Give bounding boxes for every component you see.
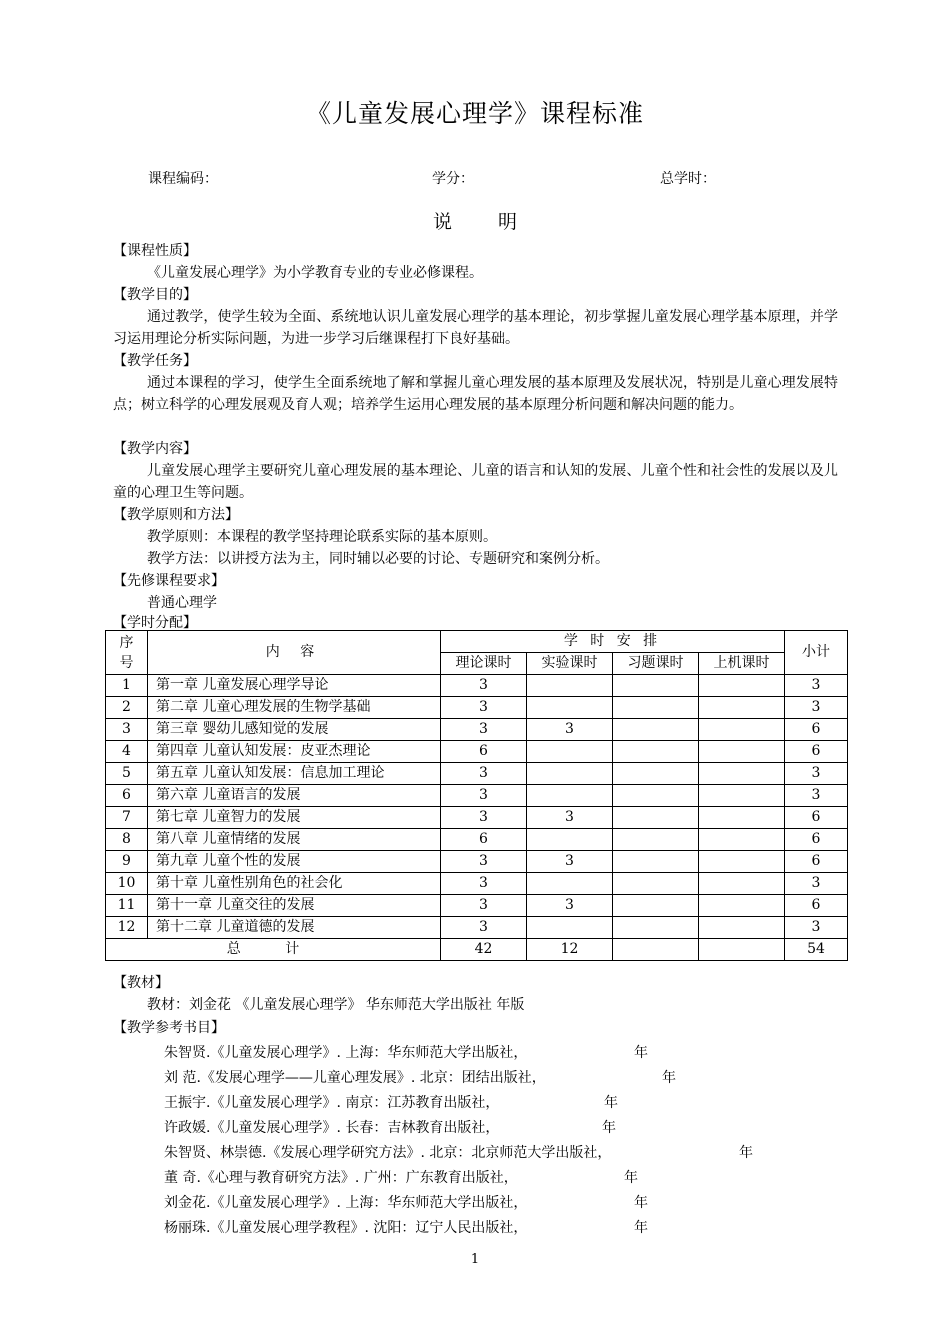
table-row: [106, 719, 848, 741]
table-row: [106, 697, 848, 719]
row-lab: 3: [527, 895, 613, 917]
row-computer: [699, 741, 785, 763]
reference-item: 王振宇.《儿童发展心理学》. 南京：江苏教育出版社，: [164, 1095, 500, 1111]
table-row: [106, 895, 848, 917]
row-exercise: [613, 829, 699, 851]
header-computer: 上机课时: [699, 653, 785, 675]
nature-text: 《儿童发展心理学》为小学教育专业的专业必修课程。: [147, 265, 483, 281]
total-exercise: [613, 939, 699, 961]
method-text: 教学方法：以讲授方法为主，同时辅以必要的讨论、专题研究和案例分析。: [147, 551, 609, 567]
textbook-heading: 【教材】: [113, 975, 169, 991]
total-lab: 12: [527, 939, 613, 961]
reference-year: 年: [604, 1095, 618, 1111]
content-text: 儿童发展心理学主要研究儿童心理发展的基本理论、儿童的语言和认知的发展、儿童个性和社会性的发展以及儿童的心理卫生等问题。: [113, 463, 838, 501]
row-chapter: 第十一章 儿童交往的发展: [148, 895, 441, 917]
row-lab: 3: [527, 719, 613, 741]
table-row: [106, 829, 848, 851]
header-no-char: 号: [119, 654, 134, 671]
row-exercise: [613, 697, 699, 719]
row-exercise: [613, 851, 699, 873]
reference-item: 董 奇.《心理与教育研究方法》. 广州：广东教育出版社，: [164, 1170, 518, 1186]
row-lab: [527, 917, 613, 939]
header-content: 内 容: [148, 631, 441, 675]
row-lab: [527, 873, 613, 895]
reference-year: 年: [602, 1120, 616, 1136]
row-subtotal: 3: [785, 763, 848, 785]
row-computer: [699, 829, 785, 851]
row-computer: [699, 785, 785, 807]
section-title: 说 明: [432, 211, 538, 233]
row-exercise: [613, 895, 699, 917]
total-theory: 42: [441, 939, 527, 961]
task-heading: 【教学任务】: [113, 353, 197, 369]
row-exercise: [613, 719, 699, 741]
row-chapter: 第六章 儿童语言的发展: [148, 785, 441, 807]
credits-label: 学分：: [432, 171, 474, 187]
row-computer: [699, 873, 785, 895]
row-exercise: [613, 917, 699, 939]
row-theory: 3: [441, 763, 527, 785]
prereq-text: 普通心理学: [147, 595, 217, 611]
row-no: 5: [106, 763, 148, 785]
row-theory: 3: [441, 895, 527, 917]
row-theory: 3: [441, 873, 527, 895]
row-subtotal: 6: [785, 741, 848, 763]
table-row: [106, 873, 848, 895]
row-subtotal: 3: [785, 785, 848, 807]
principle-text: 教学原则：本课程的教学坚持理论联系实际的基本原则。: [147, 529, 497, 545]
header-theory: 理论课时: [441, 653, 527, 675]
row-exercise: [613, 785, 699, 807]
row-no: 8: [106, 829, 148, 851]
total-subtotal: 54: [785, 939, 848, 961]
row-exercise: [613, 741, 699, 763]
row-theory: 3: [441, 807, 527, 829]
header-no: [106, 631, 148, 675]
reference-year: 年: [634, 1195, 648, 1211]
row-chapter: 第三章 婴幼儿感知觉的发展: [148, 719, 441, 741]
row-chapter: 第九章 儿童个性的发展: [148, 851, 441, 873]
reference-item: 刘金花.《儿童发展心理学》. 上海：华东师范大学出版社，: [164, 1195, 528, 1211]
reference-item: 朱智贤.《儿童发展心理学》. 上海：华东师范大学出版社，: [164, 1045, 528, 1061]
row-no: 7: [106, 807, 148, 829]
reference-year: 年: [739, 1145, 753, 1161]
table-row: [106, 785, 848, 807]
row-chapter: 第十章 儿童性别角色的社会化: [148, 873, 441, 895]
row-lab: [527, 675, 613, 697]
hours-heading: 【学时分配】: [113, 615, 197, 631]
textbook-text: 教材：刘金花 《儿童发展心理学》 华东师范大学出版社 年版: [147, 997, 525, 1013]
row-no: 3: [106, 719, 148, 741]
row-computer: [699, 719, 785, 741]
row-no: 12: [106, 917, 148, 939]
row-theory: 3: [441, 719, 527, 741]
hours-table: [105, 630, 848, 961]
principle-heading: 【教学原则和方法】: [113, 507, 239, 523]
task-text: 通过本课程的学习，使学生全面系统地了解和掌握儿童心理发展的基本原理及发展状况，特别是儿童心理发展特点；树立科学的心理发展观及育人观；培养学生运用心理发展的基本原理分析问题和解决问题的能力。: [113, 375, 838, 413]
header-lab: 实验课时: [527, 653, 613, 675]
row-computer: [699, 917, 785, 939]
row-lab: 3: [527, 807, 613, 829]
table-row: [106, 807, 848, 829]
goal-heading: 【教学目的】: [113, 287, 197, 303]
reference-item: 杨丽珠.《儿童发展心理学教程》. 沈阳：辽宁人民出版社，: [164, 1220, 528, 1236]
reference-item: 朱智贤、林崇德.《发展心理学研究方法》. 北京：北京师范大学出版社，: [164, 1145, 612, 1161]
table-row: [106, 917, 848, 939]
reference-year: 年: [662, 1070, 676, 1086]
document-title: 《儿童发展心理学》课程标准: [305, 99, 644, 128]
total-label: 总 计: [106, 939, 441, 961]
row-subtotal: 6: [785, 719, 848, 741]
row-no: 10: [106, 873, 148, 895]
row-theory: 6: [441, 741, 527, 763]
table-row: [106, 851, 848, 873]
table-row: [106, 675, 848, 697]
row-chapter: 第八章 儿童情绪的发展: [148, 829, 441, 851]
row-lab: 3: [527, 851, 613, 873]
reference-item: 许政媛.《儿童发展心理学》. 长春：吉林教育出版社，: [164, 1120, 500, 1136]
page-number: 1: [470, 1252, 480, 1267]
row-chapter: 第十二章 儿童道德的发展: [148, 917, 441, 939]
row-theory: 3: [441, 917, 527, 939]
content-heading: 【教学内容】: [113, 441, 197, 457]
row-computer: [699, 763, 785, 785]
row-no: 9: [106, 851, 148, 873]
row-exercise: [613, 807, 699, 829]
row-chapter: 第一章 儿童发展心理学导论: [148, 675, 441, 697]
total-computer: [699, 939, 785, 961]
table-row: [106, 741, 848, 763]
row-lab: [527, 741, 613, 763]
row-lab: [527, 785, 613, 807]
row-exercise: [613, 873, 699, 895]
row-lab: [527, 763, 613, 785]
reference-item: 刘 范.《发展心理学——儿童心理发展》. 北京：团结出版社，: [164, 1070, 546, 1086]
nature-heading: 【课程性质】: [113, 243, 197, 259]
row-subtotal: 3: [785, 873, 848, 895]
row-exercise: [613, 763, 699, 785]
row-theory: 3: [441, 697, 527, 719]
row-theory: 3: [441, 785, 527, 807]
row-exercise: [613, 675, 699, 697]
row-theory: 3: [441, 851, 527, 873]
row-subtotal: 6: [785, 807, 848, 829]
total-row: [106, 939, 848, 961]
reference-year: 年: [624, 1170, 638, 1186]
total-hours-label: 总学时：: [660, 171, 716, 187]
row-subtotal: 6: [785, 851, 848, 873]
references-heading: 【教学参考书目】: [113, 1020, 225, 1036]
row-subtotal: 3: [785, 675, 848, 697]
row-chapter: 第四章 儿童认知发展：皮亚杰理论: [148, 741, 441, 763]
row-computer: [699, 697, 785, 719]
row-theory: 6: [441, 829, 527, 851]
prereq-heading: 【先修课程要求】: [113, 573, 225, 589]
row-subtotal: 3: [785, 917, 848, 939]
table-header-row: [106, 631, 848, 653]
header-schedule: 学 时 安 排: [441, 631, 785, 653]
row-no: 1: [106, 675, 148, 697]
row-no: 4: [106, 741, 148, 763]
row-no: 2: [106, 697, 148, 719]
header-subtotal: 小计: [785, 631, 848, 675]
row-no: 6: [106, 785, 148, 807]
reference-year: 年: [634, 1220, 648, 1236]
row-chapter: 第二章 儿童心理发展的生物学基础: [148, 697, 441, 719]
header-exercise: 习题课时: [613, 653, 699, 675]
row-no: 11: [106, 895, 148, 917]
row-computer: [699, 807, 785, 829]
row-lab: [527, 829, 613, 851]
row-computer: [699, 675, 785, 697]
row-subtotal: 3: [785, 697, 848, 719]
course-code-label: 课程编码：: [148, 171, 218, 187]
row-computer: [699, 895, 785, 917]
row-lab: [527, 697, 613, 719]
row-subtotal: 6: [785, 895, 848, 917]
reference-year: 年: [634, 1045, 648, 1061]
table-row: [106, 763, 848, 785]
row-computer: [699, 851, 785, 873]
header-no-char: 序: [119, 634, 134, 651]
row-theory: 3: [441, 675, 527, 697]
row-chapter: 第五章 儿童认知发展：信息加工理论: [148, 763, 441, 785]
row-chapter: 第七章 儿童智力的发展: [148, 807, 441, 829]
row-subtotal: 6: [785, 829, 848, 851]
goal-text: 通过教学，使学生较为全面、系统地认识儿童发展心理学的基本理论，初步掌握儿童发展心理学基本原理，并学习运用理论分析实际问题，为进一步学习后继课程打下良好基础。: [113, 309, 838, 347]
